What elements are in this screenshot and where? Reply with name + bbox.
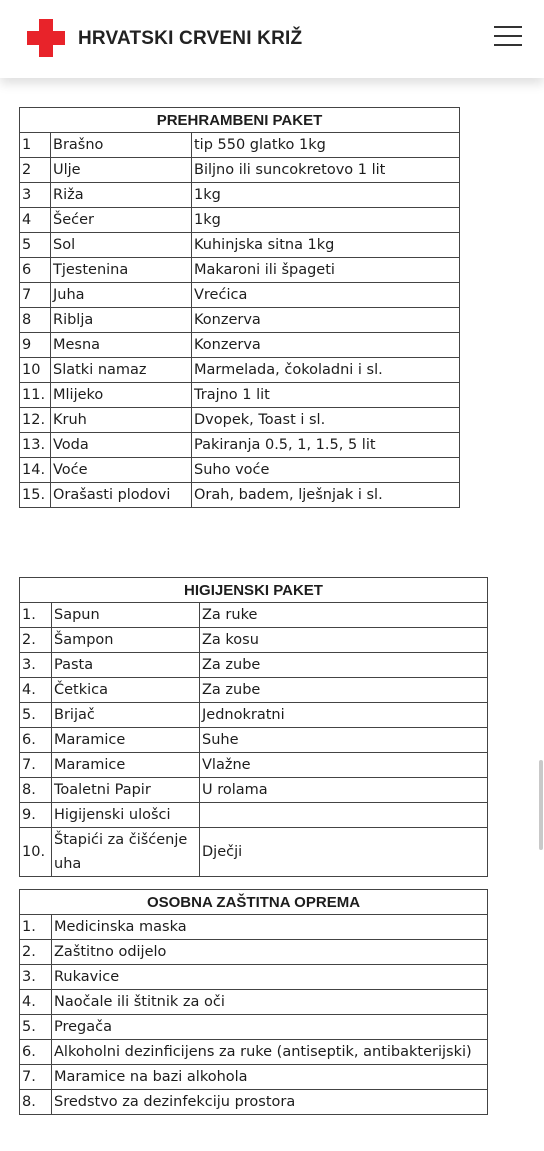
item-name: Mesna: [51, 333, 192, 358]
item-name: Medicinska maska: [52, 915, 488, 940]
item-description: Biljno ili suncokretovo 1 lit: [192, 158, 460, 183]
item-name: Naočale ili štitnik za oči: [52, 990, 488, 1015]
item-name: Riža: [51, 183, 192, 208]
item-description: [200, 803, 488, 828]
item-description: Konzerva: [192, 333, 460, 358]
item-name: Orašasti plodovi: [51, 483, 192, 508]
item-name: Šampon: [52, 628, 200, 653]
row-number: 12.: [20, 408, 51, 433]
brand-name[interactable]: HRVATSKI CRVENI KRIŽ: [78, 28, 303, 49]
item-description: Konzerva: [192, 308, 460, 333]
item-description: Za zube: [200, 653, 488, 678]
row-number: 11.: [20, 383, 51, 408]
item-name: Tjestenina: [51, 258, 192, 283]
row-number: 3.: [20, 965, 52, 990]
table-row: [20, 133, 460, 158]
item-name: Juha: [51, 283, 192, 308]
site-header: [0, 0, 544, 78]
item-description: Za ruke: [200, 603, 488, 628]
item-name: Šećer: [51, 208, 192, 233]
table-row: [20, 803, 488, 828]
item-description: tip 550 glatko 1kg: [192, 133, 460, 158]
row-number: 8.: [20, 1090, 52, 1115]
item-name: Maramice: [52, 728, 200, 753]
row-number: 2.: [20, 628, 52, 653]
row-number: 3.: [20, 653, 52, 678]
item-description: Za kosu: [200, 628, 488, 653]
item-description: Orah, badem, lješnjak i sl.: [192, 483, 460, 508]
item-description: Dječji: [200, 828, 488, 877]
item-name: Brijač: [52, 703, 200, 728]
row-number: 5: [20, 233, 51, 258]
table-row: [20, 483, 460, 508]
item-name: Sapun: [52, 603, 200, 628]
row-number: 4: [20, 208, 51, 233]
table-row: [20, 940, 488, 965]
table-row: [20, 753, 488, 778]
table-row: [20, 208, 460, 233]
table-row: [20, 603, 488, 628]
item-name: Alkoholni dezinficijens za ruke (antiseptik, antibakterijski): [52, 1040, 488, 1065]
item-description: Dvopek, Toast i sl.: [192, 408, 460, 433]
table-row: [20, 1040, 488, 1065]
item-name: Kruh: [51, 408, 192, 433]
row-number: 9: [20, 333, 51, 358]
row-number: 6.: [20, 1040, 52, 1065]
item-description: 1kg: [192, 208, 460, 233]
table-row: [20, 990, 488, 1015]
row-number: 4.: [20, 678, 52, 703]
item-description: Za zube: [200, 678, 488, 703]
item-name: Toaletni Papir: [52, 778, 200, 803]
food-package-table: [19, 107, 460, 508]
table-row: [20, 628, 488, 653]
table-row: [20, 308, 460, 333]
item-name: Brašno: [51, 133, 192, 158]
row-number: 1.: [20, 603, 52, 628]
item-description: Vrećica: [192, 283, 460, 308]
table-row: [20, 383, 460, 408]
hygiene-table-title: HIGIJENSKI PAKET: [20, 578, 488, 603]
row-number: 6: [20, 258, 51, 283]
row-number: 2.: [20, 940, 52, 965]
item-name: Zaštitno odijelo: [52, 940, 488, 965]
row-number: 5.: [20, 1015, 52, 1040]
hamburger-menu-icon[interactable]: [494, 24, 522, 48]
item-name: Higijenski ulošci: [52, 803, 200, 828]
item-name: Slatki namaz: [51, 358, 192, 383]
item-name: Voda: [51, 433, 192, 458]
row-number: 14.: [20, 458, 51, 483]
item-name: Rukavice: [52, 965, 488, 990]
row-number: 7.: [20, 1065, 52, 1090]
row-number: 7: [20, 283, 51, 308]
table-row: [20, 778, 488, 803]
table-row: [20, 283, 460, 308]
item-name: Riblja: [51, 308, 192, 333]
item-description: Kuhinjska sitna 1kg: [192, 233, 460, 258]
item-name: Pregača: [52, 1015, 488, 1040]
table-row: [20, 965, 488, 990]
table-row: [20, 728, 488, 753]
item-description: Suho voće: [192, 458, 460, 483]
table-row: [20, 158, 460, 183]
table-row: [20, 433, 460, 458]
table-row: [20, 358, 460, 383]
item-name: Pasta: [52, 653, 200, 678]
item-description: Makaroni ili špageti: [192, 258, 460, 283]
food-table-title: PREHRAMBENI PAKET: [20, 108, 460, 133]
table-row: [20, 703, 488, 728]
table-row: [20, 1015, 488, 1040]
row-number: 2: [20, 158, 51, 183]
table-row: [20, 183, 460, 208]
table-row: [20, 258, 460, 283]
row-number: 15.: [20, 483, 51, 508]
table-row: [20, 333, 460, 358]
item-description: 1kg: [192, 183, 460, 208]
row-number: 8: [20, 308, 51, 333]
item-name: Sredstvo za dezinfekciju prostora: [52, 1090, 488, 1115]
hygiene-package-table: [19, 577, 488, 877]
item-name: Četkica: [52, 678, 200, 703]
row-number: 7.: [20, 753, 52, 778]
item-description: U rolama: [200, 778, 488, 803]
red-cross-icon[interactable]: [27, 19, 65, 57]
item-name: Maramice: [52, 753, 200, 778]
item-name: Voće: [51, 458, 192, 483]
item-description: Suhe: [200, 728, 488, 753]
item-name: Štapići za čišćenje uha: [52, 828, 200, 877]
row-number: 13.: [20, 433, 51, 458]
item-description: Jednokratni: [200, 703, 488, 728]
table-row: [20, 678, 488, 703]
item-description: Marmelada, čokoladni i sl.: [192, 358, 460, 383]
item-description: Vlažne: [200, 753, 488, 778]
table-row: [20, 915, 488, 940]
item-description: Trajno 1 lit: [192, 383, 460, 408]
row-number: 5.: [20, 703, 52, 728]
row-number: 3: [20, 183, 51, 208]
scrollbar-thumb[interactable]: [539, 760, 543, 850]
row-number: 9.: [20, 803, 52, 828]
table-row: [20, 458, 460, 483]
row-number: 1: [20, 133, 51, 158]
item-name: Ulje: [51, 158, 192, 183]
protection-equipment-table: [19, 889, 488, 1115]
row-number: 10: [20, 358, 51, 383]
table-row: [20, 1065, 488, 1090]
row-number: 1.: [20, 915, 52, 940]
item-name: Mlijeko: [51, 383, 192, 408]
table-row: [20, 233, 460, 258]
item-name: Sol: [51, 233, 192, 258]
item-name: Maramice na bazi alkohola: [52, 1065, 488, 1090]
item-description: Pakiranja 0.5, 1, 1.5, 5 lit: [192, 433, 460, 458]
table-row: [20, 408, 460, 433]
row-number: 8.: [20, 778, 52, 803]
row-number: 6.: [20, 728, 52, 753]
table-row: [20, 1090, 488, 1115]
row-number: 10.: [20, 828, 52, 877]
table-row: [20, 653, 488, 678]
protection-table-title: OSOBNA ZAŠTITNA OPREMA: [20, 890, 488, 915]
table-row: [20, 828, 488, 877]
row-number: 4.: [20, 990, 52, 1015]
